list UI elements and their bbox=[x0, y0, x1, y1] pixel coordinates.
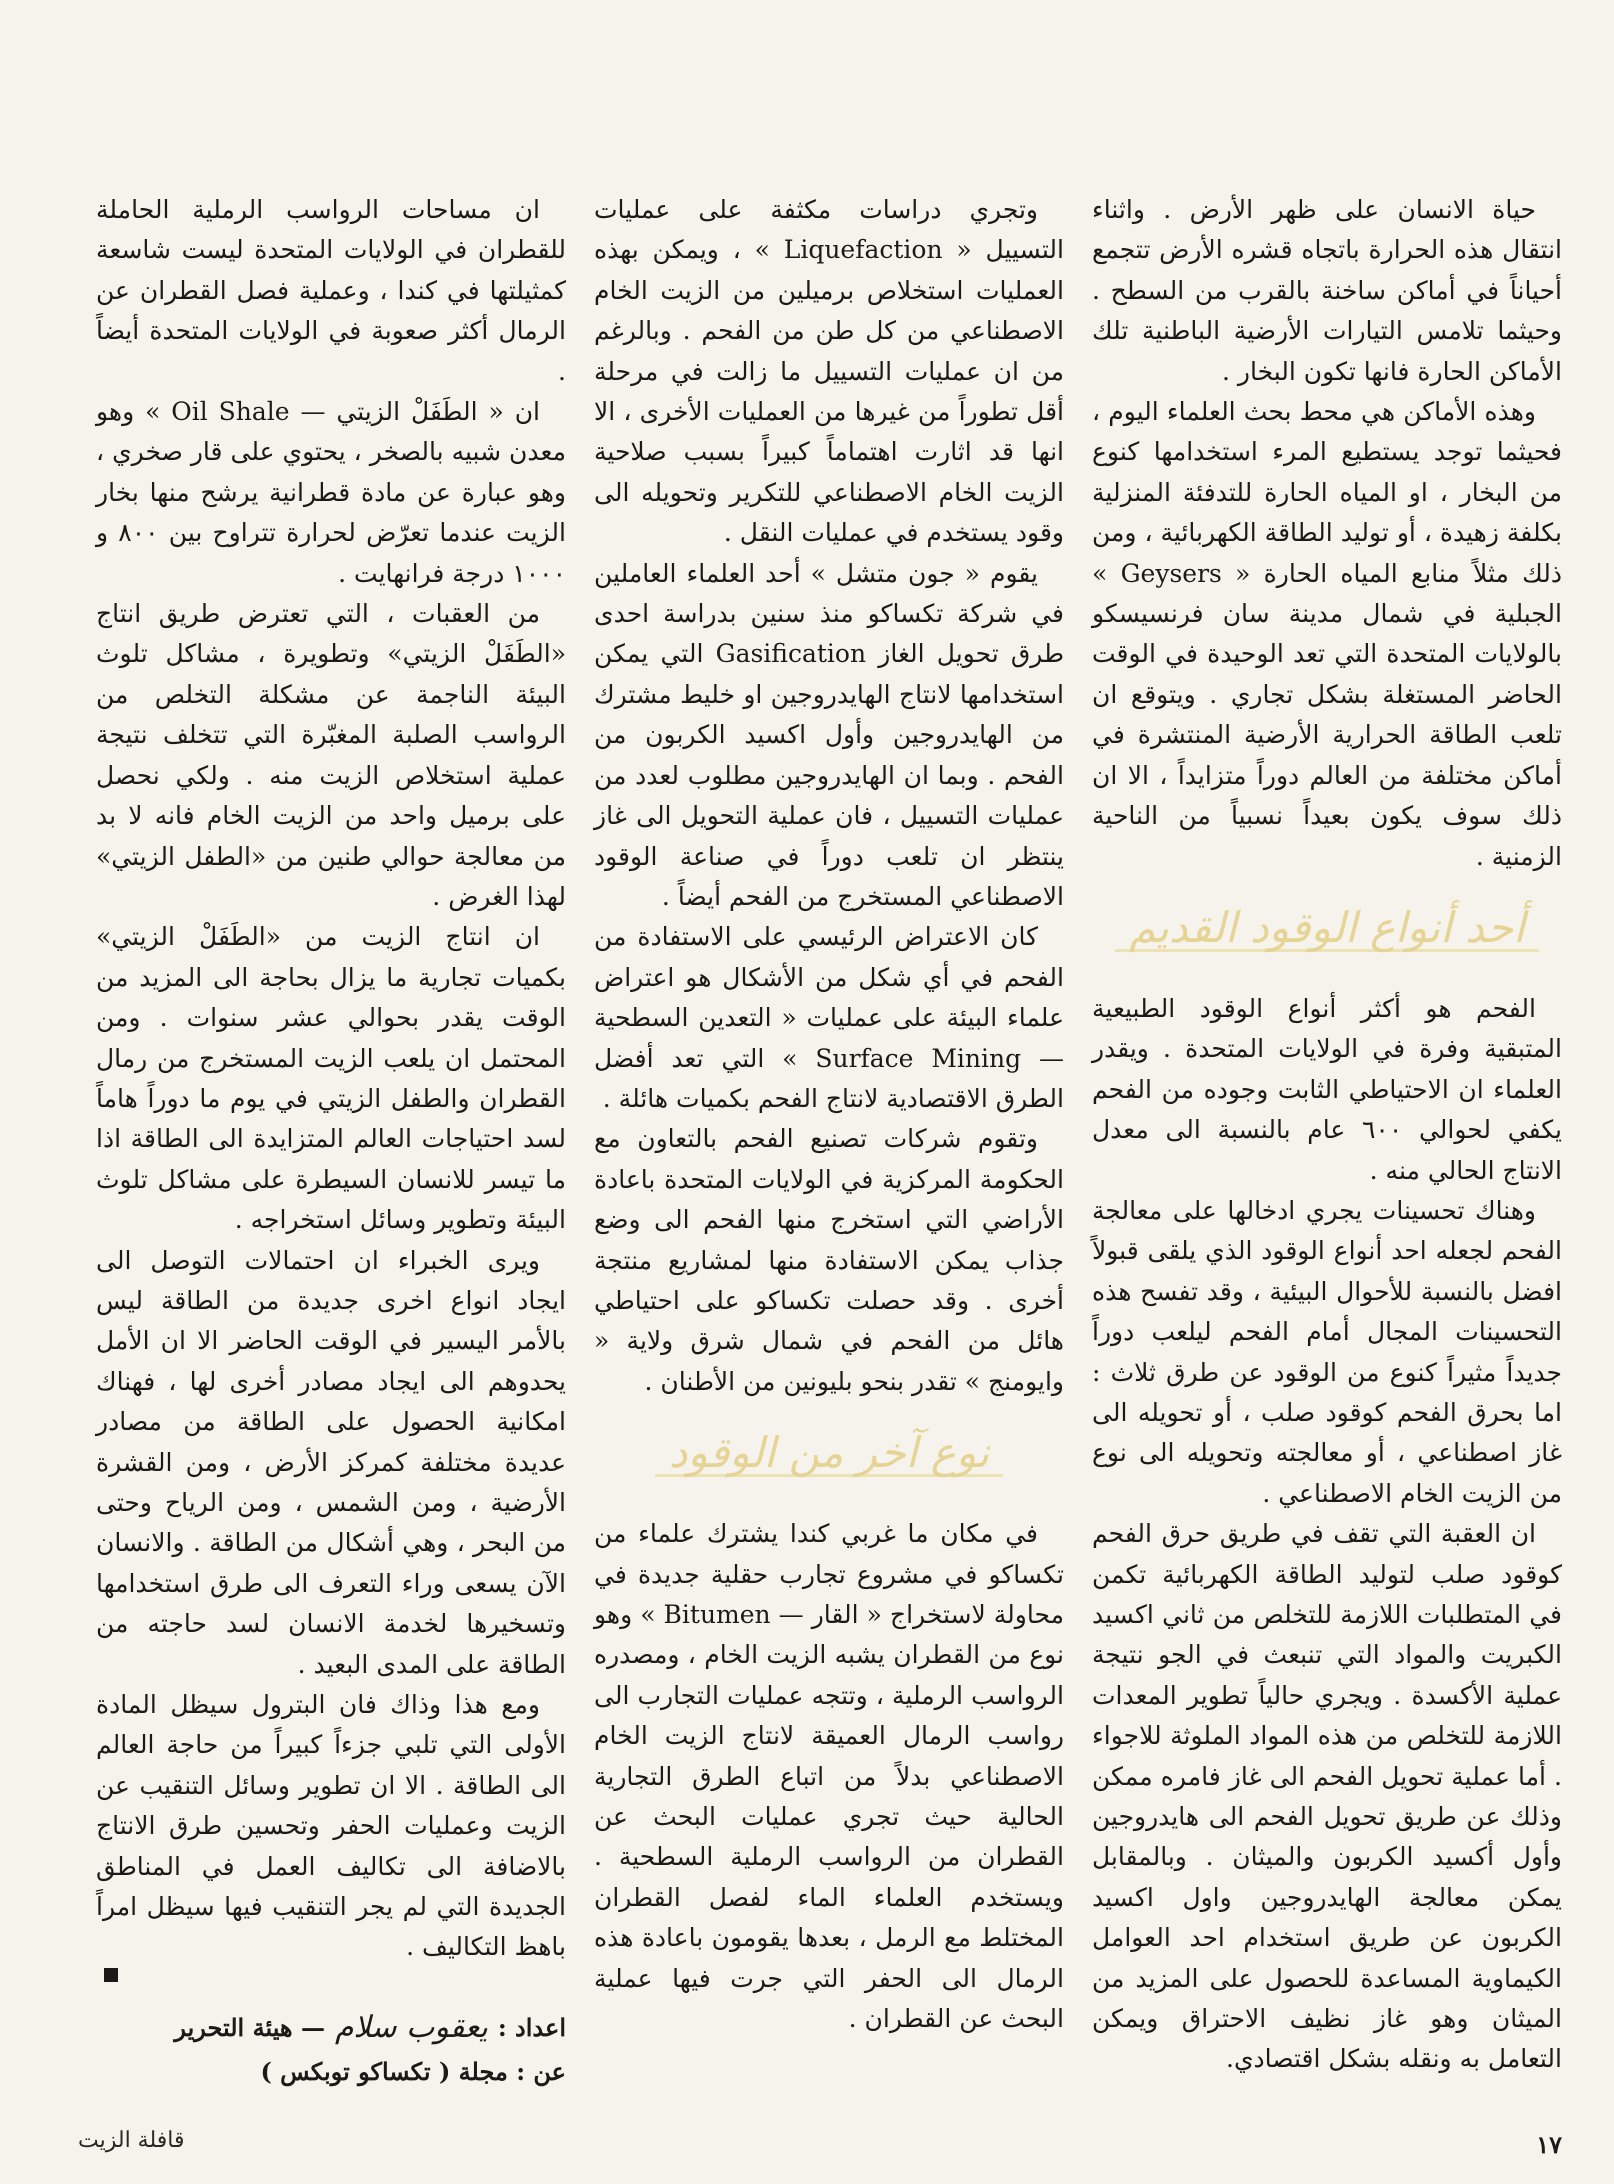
paragraph: ان مساحات الرواسب الرملية الحاملة للقطران في الولايات المتحدة ليست شاسعة كمثيلتها في كندا ، وعملية فصل القطران عن الرمال أكثر صعوبة في الولايات المتحدة أيضاً . bbox=[96, 195, 566, 386]
credit-suffix: — هيئة التحرير bbox=[174, 2012, 325, 2042]
paragraph: يقوم « جون متشل » أحد العلماء العاملين في شركة تكساكو منذ سنين بدراسة احدى طرق تحويل الغاز Gasification التي يمكن استخدامها لانتاج الهايدروجين او خليط مشترك من الهايدروجين وأول اكسيد الكربون من الفحم . وبما ان الهايدروجين مطلوب لعدد من عمليات التسييل ، فان عملية التحويل الى غاز ينتظر ان تلعب دوراً في صناعة الوقود الاصطناعي المستخرج من الفحم أيضاً . bbox=[594, 558, 1064, 911]
paragraph: ان العقبة التي تقف في طريق حرق الفحم كوقود صلب لتوليد الطاقة الكهربائية تكمن في المتطلبات اللازمة للتخلص من ثاني اكسيد الكبريت والمواد التي تنبعث في الجو نتيجة عملية الأكسدة . ويجري حالياً تطوير المعدات اللازمة للتخلص من هذه المواد الملوثة للاجواء . أما عملية تحويل الفحم الى غاز فامره ممكن وذلك عن طريق تحويل الفحم الى هايدروجين وأول أكسيد الكربون والميثان . وبالمقابل يمكن معالجة الهايدروجين واول اكسيد الكربون عن طريق استخدام احد العوامل الكيماوية المساعدة للحصول على المزيد من الميثان وهو غاز نظيف الاحتراق ويمكن التعامل به ونقله بشكل اقتصادي. bbox=[1092, 1519, 1562, 2074]
section-heading-text: أحد أنواع الوقود القديم bbox=[1115, 908, 1539, 951]
author-line bbox=[96, 2006, 566, 2050]
source-line bbox=[96, 2050, 566, 2094]
paragraph: ومع هذا وذاك فان البترول سيظل المادة الأولى التي تلبي جزءاً كبيراً من حاجة العالم الى الطاقة . الا ان تطوير وسائل التنقيب عن الزيت وعمليات الحفر وتحسين طرق الانتاج بالاضافة الى تكاليف العمل في المناطق الجديدة التي لم يجر التنقيب فيها سيظل امراً باهظ التكاليف . bbox=[96, 1690, 566, 1962]
section-heading-another-fuel bbox=[594, 1410, 1064, 1500]
section-heading-old-fuel bbox=[1092, 885, 1562, 975]
end-mark-row bbox=[96, 1968, 566, 1992]
paragraph: وهذه الأماكن هي محط بحث العلماء اليوم ، فحيثما توجد يستطيع المرء استخدامها كنوع من البخار ، او المياه الحارة للتدفئة المنزلية بكلفة زهيدة ، أو توليد الطاقة الكهربائية ، ومن ذلك مثلاً منابع المياه الحارة « Geysers » الجبلية في شمال مدينة سان فرنسيسكو بالولايات المتحدة التي تعد الوحيدة في الوقت الحاضر المستغلة بشكل تجاري . ويتوقع ان تلعب الطاقة الحرارية الأرضية المنتشرة في أماكن مختلفة من العالم دوراً متزايداً ، الا ان ذلك سوف يكون بعيداً نسبياً من الناحية الزمنية . bbox=[1092, 397, 1562, 871]
paragraph: حياة الانسان على ظهر الأرض . واثناء انتقال هذه الحرارة باتجاه قشره الأرض تتجمع أحياناً في أماكن ساخنة بالقرب من السطح . وحيثما تلامس التيارات الأرضية الباطنية تلك الأماكن الحارة فانها تكون البخار . bbox=[1092, 195, 1562, 386]
page-number: ١٧ bbox=[1536, 2130, 1562, 2159]
end-of-article-square-icon bbox=[104, 1968, 118, 1982]
paragraph: ان انتاج الزيت من «الطَفَلْ الزيتي» بكميات تجارية ما يزال بحاجة الى المزيد من الوقت يقدر بحوالي عشر سنوات . ومن المحتمل ان يلعب الزيت المستخرج من رمال القطران والطفل الزيتي في يوم ما دوراً هاماً لسد احتياجات العالم المتزايدة الى الطاقة اذا ما تيسر للانسان السيطرة على مشاكل تلوث البيئة وتطوير وسائل استخراجه . bbox=[96, 922, 566, 1235]
article-column-right bbox=[1092, 190, 1562, 2080]
article-column-middle bbox=[594, 190, 1064, 2039]
section-heading-text: نوع آخر من الوقود bbox=[655, 1433, 1003, 1476]
paragraph: ان « الطَفَلْ الزيتي — Oil Shale » وهو معدن شبيه بالصخر ، يحتوي على قار صخري ، وهو عبارة عن مادة قطرانية يرشح منها بخار الزيت عندما تعرّض لحرارة تتراوح بين ٨٠٠ و ١٠٠٠ درجة فرانهايت . bbox=[96, 397, 566, 588]
author-signature: يعقوب سلام bbox=[334, 2009, 488, 2045]
paragraph: من العقبات ، التي تعترض طريق انتاج «الطَفَلْ الزيتي» وتطويرة ، مشاكل تلوث البيئة الناجمة عن مشكلة التخلص من الرواسب الصلبة المغبّرة التي تتخلف نتيجة عملية استخلاص الزيت منه . ولكي نحصل على برميل واحد من الزيت الخام فانه لا بد من معالجة حوالي طنين من «الطفل الزيتي» لهذا الغرض . bbox=[96, 599, 566, 911]
paragraph: وتجري دراسات مكثفة على عمليات التسييل « Liquefaction » ، ويمكن بهذه العمليات استخلاص برميلين من الزيت الخام الاصطناعي من كل طن من الفحم . وبالرغم من ان عمليات التسييل ما زالت في مرحلة أقل تطوراً من غيرها من العمليات الأخرى ، الا انها قد اثارت اهتماماً كبيراً بسبب صلاحية الزيت الخام الاصطناعي للتكرير وتحويله الى وقود يستخدم في عمليات النقل . bbox=[594, 195, 1064, 548]
paragraph: الفحم هو أكثر أنواع الوقود الطبيعية المتبقية وفرة في الولايات المتحدة . ويقدر العلماء ان الاحتياطي الثابت وجوده من الفحم يكفي لحوالي ٦٠٠ عام بالنسبة الى معدل الانتاج الحالي منه . bbox=[1092, 993, 1562, 1185]
paragraph: ويرى الخبراء ان احتمالات التوصل الى ايجاد انواع اخرى جديدة من الطاقة ليس بالأمر اليسير في الوقت الحاضر الا ان الأمل يحدوهم الى ايجاد مصادر أخرى لها ، فهناك امكانية الحصول على الطاقة من مصادر عديدة مختلفة كمركز الأرض ، ومن القشرة الأرضية ، ومن الشمس ، ومن الرياح وحتى من البحر ، وهي أشكال من الطاقة . والانسان الآن يسعى وراء التعرف الى طرق استخدامها وتسخيرها لخدمة الانسان لسد حاجته من الطاقة على المدى البعيد . bbox=[96, 1245, 567, 1679]
credit-prefix: اعداد : bbox=[497, 2012, 566, 2042]
paragraph: وهناك تحسينات يجري ادخالها على معالجة الفحم لجعله احد أنواع الوقود الذي يلقى قبولاً افضل بالنسبة للأحوال البيئية ، وقد تفسح هذه التحسينات المجال أمام الفحم ليلعب دوراً جديداً مثيراً كنوع من الوقود عن طرق ثلاث : اما بحرق الفحم كوقود صلب ، أو تحويله الى غاز اصطناعي ، أو معالجته وتحويله الى نوع من الزيت الخام الاصطناعي . bbox=[1092, 1195, 1562, 1508]
magazine-name: قافلة الزيت bbox=[78, 2128, 185, 2153]
paragraph: وتقوم شركات تصنيع الفحم بالتعاون مع الحكومة المركزية في الولايات المتحدة باعادة الأراضي التي استخرج منها الفحم الى وضع جذاب يمكن الاستفادة منها لمشاريع منتجة أخرى . وقد حصلت تكساكو على احتياطي هائل من الفحم في شمال شرق ولاية « وايومنج » تقدر بنحو بليونين من الأطنان . bbox=[594, 1124, 1064, 1396]
article-credit bbox=[96, 2006, 566, 2094]
paragraph: كان الاعتراض الرئيسي على الاستفادة من الفحم في أي شكل من الأشكال هو اعتراض علماء البيئة على عمليات « التعدين السطحية — Surface Mining » التي تعد أفضل الطرق الاقتصادية لانتاج الفحم بكميات هائلة . bbox=[594, 922, 1065, 1113]
article-column-left bbox=[96, 190, 566, 2094]
source-text: عن : مجلة ( تكساكو توبكس ) bbox=[260, 2056, 566, 2086]
paragraph: في مكان ما غربي كندا يشترك علماء من تكساكو في مشروع تجارب حقلية جديدة في محاولة لاستخراج « القار — Bitumen » وهو نوع من القطران يشبه الزيت الخام ، ومصدره الرواسب الرملية ، وتتجه عمليات التجارب الى رواسب الرمال العميقة لانتاج الزيت الخام الاصطناعي بدلاً من اتباع الطرق التجارية الحالية حيث تجري عمليات البحث عن القطران من الرواسب الرملية السطحية . ويستخدم العلماء الماء لفصل القطران المختلط مع الرمل ، بعدها يقومون باعادة هذه الرمال الى الحفر التي جرت فيها عملية البحث عن القطران . bbox=[594, 1519, 1064, 2034]
